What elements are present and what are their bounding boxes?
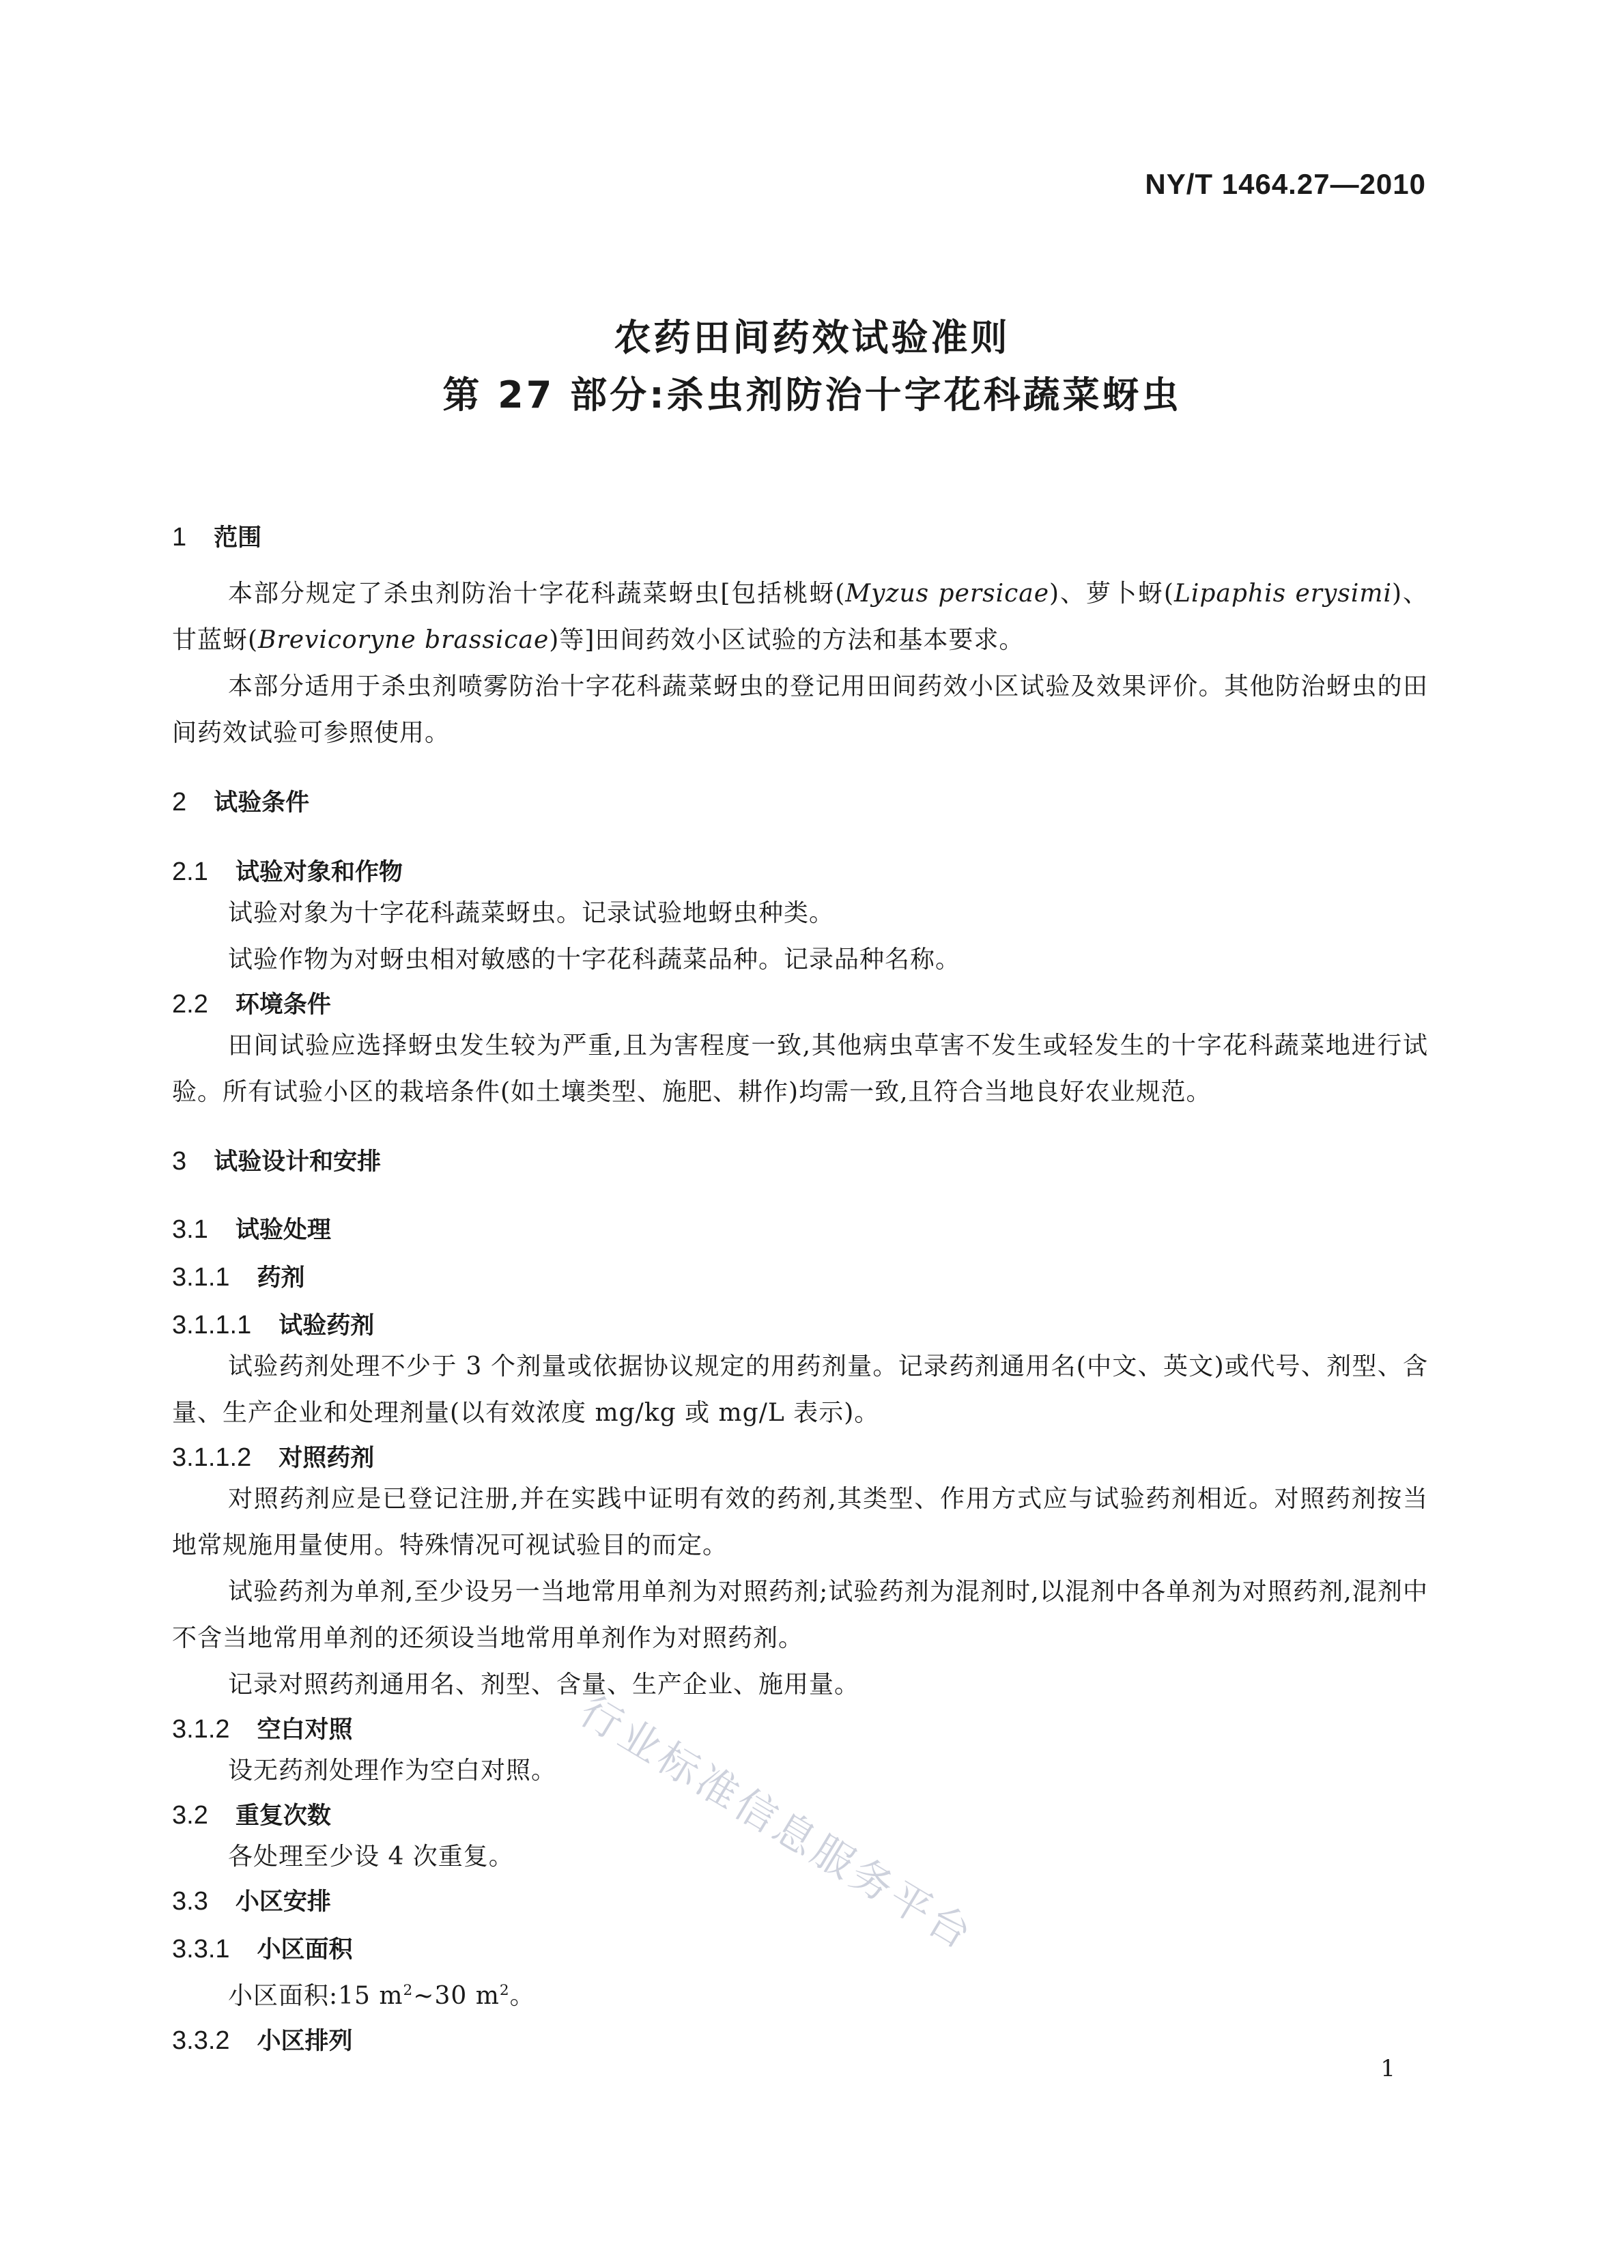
document-code: NY/T 1464.27—2010: [1145, 168, 1426, 200]
paragraph: 试验药剂为单剂,至少设另一当地常用单剂为对照药剂;试验药剂为混剂时,以混剂中各单剂为对照药剂,混剂中不含当地常用单剂的还须设当地常用单剂作为对照药剂。: [172, 1578, 1428, 1652]
section-title: 试验处理: [235, 1217, 331, 1244]
paragraph: 设无药剂处理作为空白对照。: [228, 1757, 557, 1785]
section-number: 3: [172, 1147, 187, 1176]
paragraph: 记录对照药剂通用名、剂型、含量、生产企业、施用量。: [228, 1671, 860, 1699]
section-heading-3-1-1-1: [172, 1307, 1428, 1341]
section-title: 范围: [214, 524, 262, 552]
section-title: 试验设计和安排: [214, 1148, 382, 1176]
paragraph: 试验药剂处理不少于 3 个剂量或依据协议规定的用药剂量。记录药剂通用名(中文、英文)或代号、剂型、含量、生产企业和处理剂量(以有效浓度 mg/kg 或 mg/L 表示)。: [172, 1352, 1428, 1427]
paragraph: 田间试验应选择蚜虫发生较为严重,且为害程度一致,其他病虫草害不发生或轻发生的十字花科蔬菜地进行试验。所有试验小区的栽培条件(如土壤类型、施肥、耕作)均需一致,且符合当地良好农业规范。: [172, 1032, 1428, 1106]
section-number: 3.1.1: [172, 1263, 230, 1292]
paragraph: 试验作物为对蚜虫相对敏感的十字花科蔬菜品种。记录品种名称。: [228, 946, 961, 974]
section-title: 对照药剂: [279, 1445, 375, 1472]
section-number: 2.1: [172, 857, 208, 886]
section-title: 环境条件: [235, 991, 331, 1019]
watermark: 行业标准信息服务平台: [571, 1687, 983, 1961]
section-number: 3.1.2: [172, 1715, 230, 1744]
section-heading-3: [172, 1143, 1428, 1177]
section-title: 试验条件: [214, 789, 310, 817]
page-number: 1: [1380, 2055, 1395, 2082]
section-title: 重复次数: [235, 1802, 331, 1830]
paragraph: 小区面积:15 $m^2\sim 30$ $m^2$。: [228, 1982, 535, 2010]
section-title: 小区安排: [235, 1888, 331, 1916]
section-title: 试验药剂: [279, 1312, 375, 1339]
section-heading-2: [172, 784, 1428, 818]
section-heading-2-1: [172, 853, 1428, 888]
paragraph: 本部分适用于杀虫剂喷雾防治十字花科蔬菜蚜虫的登记用田间药效小区试验及效果评价。其他防治蚜虫的田间药效试验可参照使用。: [172, 672, 1428, 747]
section-number: 3.1.1.2: [172, 1443, 252, 1472]
section-heading-3-1-1: [172, 1259, 1428, 1293]
section-title: 空白对照: [257, 1716, 353, 1744]
paragraph: 各处理至少设 4 次重复。: [228, 1843, 514, 1871]
paragraph: 试验对象为十字花科蔬菜蚜虫。记录试验地蚜虫种类。: [228, 899, 835, 927]
section-heading-1: [172, 519, 1428, 553]
section-number: 2.2: [172, 990, 208, 1019]
section-number: 3.3.1: [172, 1935, 230, 1964]
section-heading-3-1: [172, 1211, 1428, 1245]
section-title: 药剂: [257, 1264, 305, 1292]
section-number: 3.2: [172, 1801, 208, 1830]
section-heading-3-1-2: [172, 1711, 1428, 1745]
paragraph: 本部分规定了杀虫剂防治十字花科蔬菜蚜虫[包括桃蚜(Myzus persicae)、萝卜蚜(Lipaphis erysimi)、甘蓝蚜(Brevicoryne brassicae)等]田间药效小区试验的方法和基本要求。: [172, 580, 1428, 654]
section-heading-3-3-1: [172, 1931, 1428, 1965]
section-heading-3-3-2: [172, 2022, 1428, 2056]
section-heading-3-3: [172, 1883, 1428, 1917]
section-number: 2: [172, 788, 187, 817]
section-title: 小区面积: [257, 1936, 353, 1964]
section-title: 试验对象和作物: [235, 859, 403, 886]
section-number: 3.1.1.1: [172, 1311, 252, 1339]
section-heading-3-1-1-2: [172, 1439, 1428, 1473]
document-title: 农药田间药效试验准则: [614, 316, 1010, 359]
document-subtitle: 第 27 部分:杀虫剂防治十字花科蔬菜蚜虫: [442, 373, 1182, 416]
section-heading-2-2: [172, 986, 1428, 1020]
section-number: 3.1: [172, 1215, 208, 1244]
section-number: 1: [172, 523, 187, 552]
paragraph: 对照药剂应是已登记注册,并在实践中证明有效的药剂,其类型、作用方式应与试验药剂相近。对照药剂按当地常规施用量使用。特殊情况可视试验目的而定。: [172, 1485, 1428, 1559]
section-number: 3.3.2: [172, 2026, 230, 2055]
section-title: 小区排列: [257, 2028, 353, 2055]
section-number: 3.3: [172, 1887, 208, 1916]
